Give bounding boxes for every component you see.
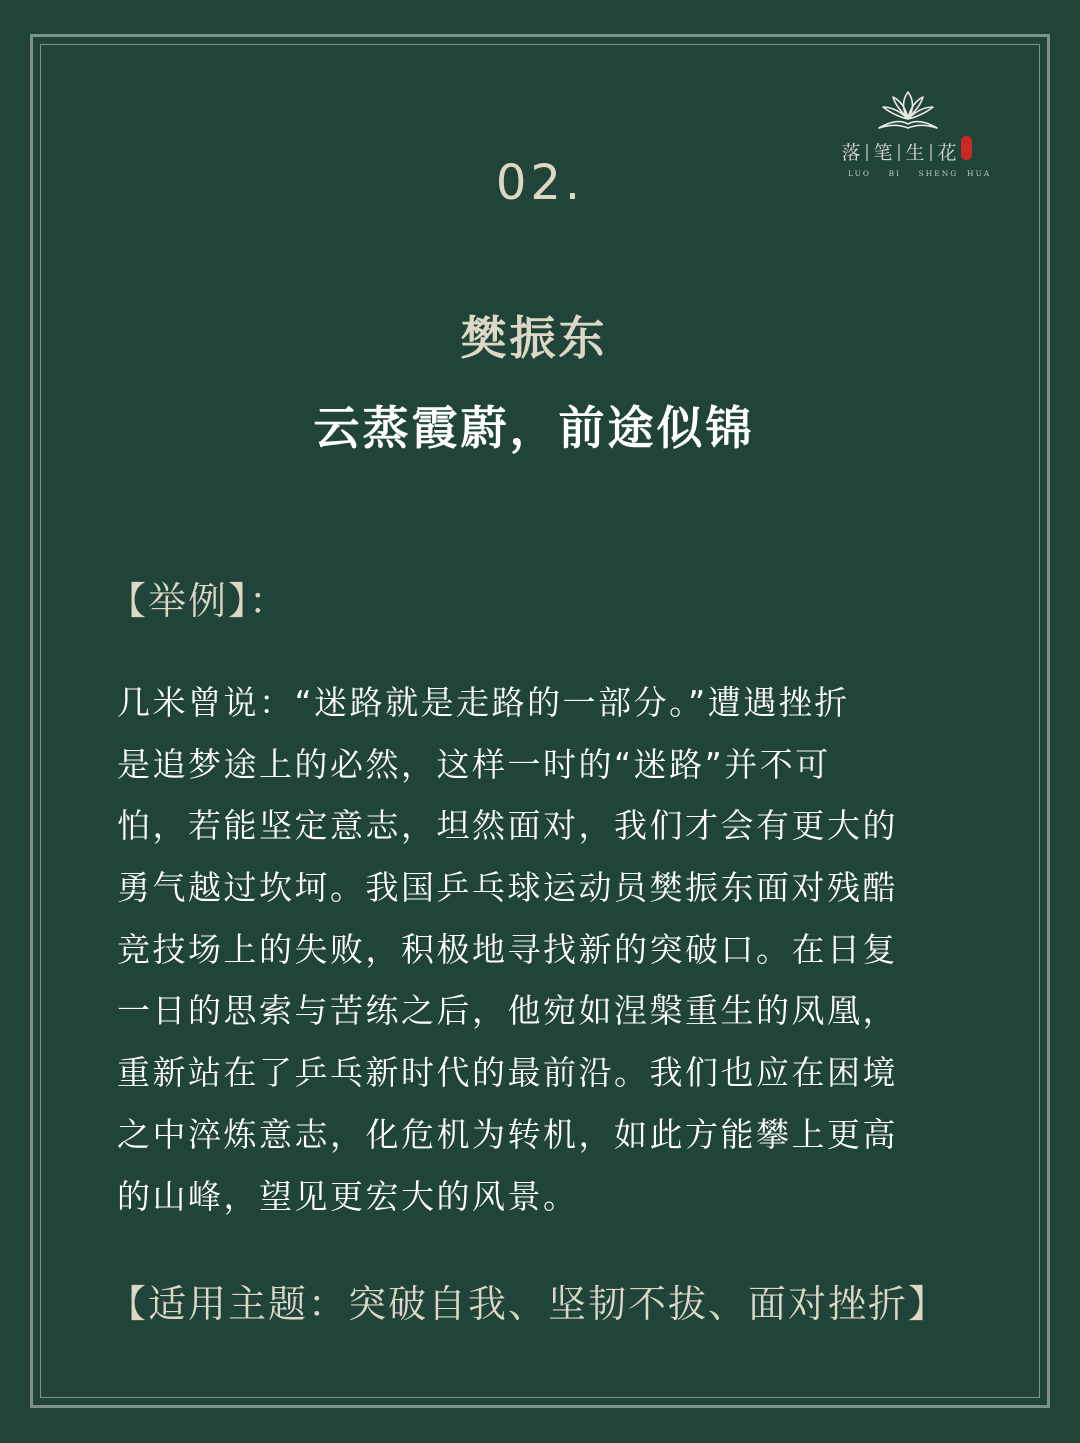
body-line: 几米曾说：“迷路就是走路的一部分。”遭遇挫折 (117, 683, 850, 722)
applicable-themes: 【适用主题：突破自我、坚韧不拔、面对挫折】 (108, 1282, 949, 1326)
body-line: 的山峰，望见更宏大的风景。 (117, 1176, 579, 1216)
body-line: 重新站在了乒乓新时代的最前沿。我们也应在困境 (117, 1053, 898, 1093)
logo-char: 生 (905, 142, 925, 164)
body-line: 是追梦途上的必然，这样一时的“迷路”并不可 (117, 744, 831, 784)
logo-romanization: LUO BI SHENG HUA (848, 169, 992, 178)
section-number: 02. (495, 155, 585, 211)
person-name: 樊振东 (460, 311, 608, 365)
body-line: 之中淬炼意志，化危机为转机，如此方能攀上更高 (117, 1114, 898, 1154)
logo-char: 笔 (873, 142, 893, 164)
body-line: 一日的思索与苦练之后，他宛如涅槃重生的凤凰， (117, 991, 898, 1031)
logo-wordmark: 落 | 笔 | 生 | 花 (840, 138, 990, 165)
example-label: 【举例】： (108, 579, 290, 623)
subtitle: 云蒸霞蔚，前途似锦 (313, 401, 755, 455)
body-line: 勇气越过坎坷。我国乒乓球运动员樊振东面对残酷 (117, 868, 898, 908)
body-line: 怕，若能坚定意志，坦然面对，我们才会有更大的 (117, 806, 898, 846)
lotus-icon (875, 88, 941, 132)
body-line: 竞技场上的失败，积极地寻找新的突破口。在日复 (117, 929, 898, 969)
body-paragraph (117, 672, 957, 1227)
logo-char: 落 (841, 142, 861, 164)
logo-char: 花 (937, 142, 957, 164)
